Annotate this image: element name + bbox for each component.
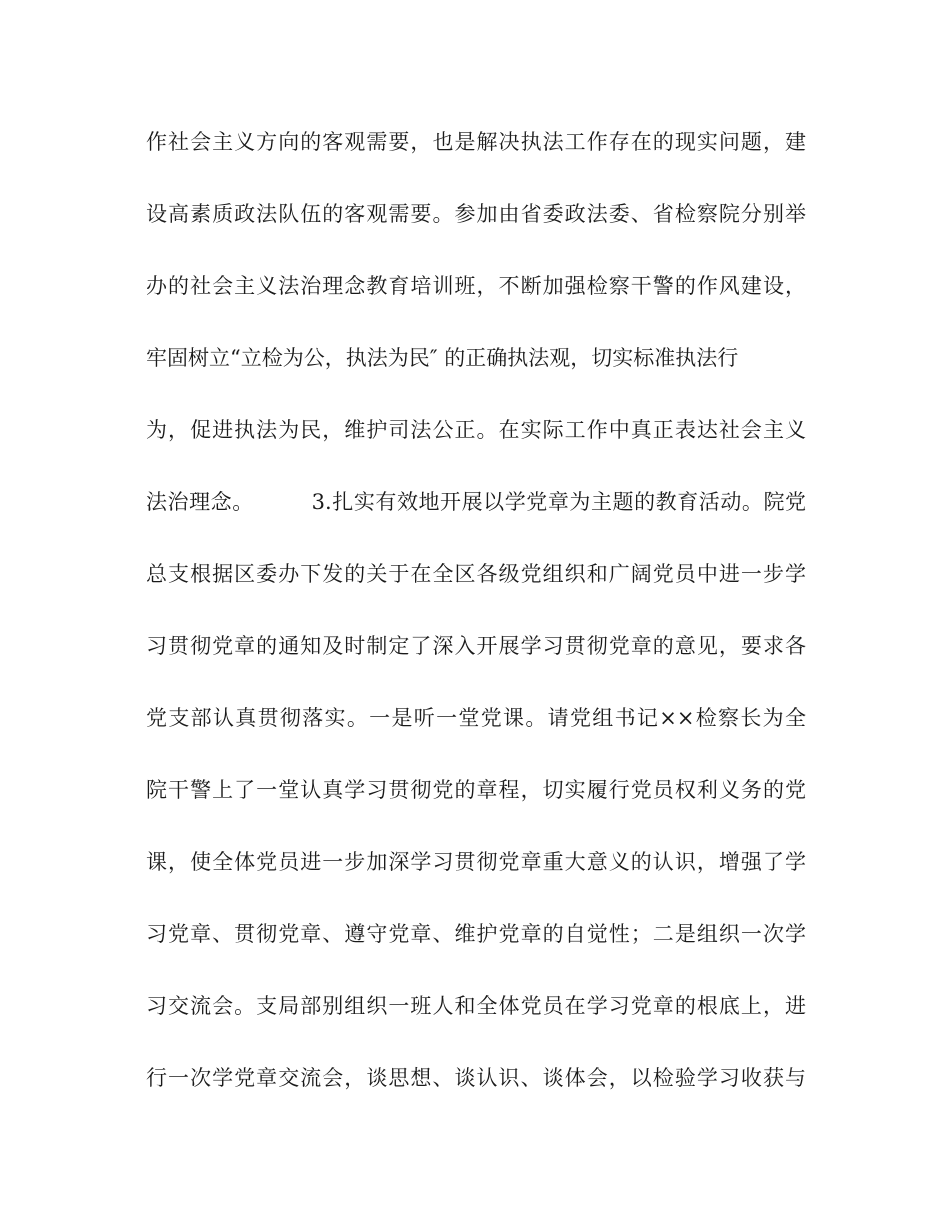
text-line: 党支部认真贯彻落实。一是听一堂党课。请党组书记××检察长为全 — [146, 706, 806, 730]
text-line: 设高素质政法队伍的客观需要。参加由省委政法委、省检察院分别举 — [146, 202, 806, 226]
text-line: 院干警上了一堂认真学习贯彻党的章程，切实履行党员权利义务的党 — [146, 778, 806, 802]
text-line: 牢固树立“立检为公，执法为民″ 的正确执法观，切实标准执法行 — [146, 346, 739, 370]
text-line: 行一次学党章交流会，谈思想、谈认识、谈体会，以检验学习收获与 — [146, 1066, 806, 1090]
text-line: 习交流会。支局部别组织一班人和全体党员在学习党章的根底上，进 — [146, 994, 806, 1018]
text-line: 作社会主义方向的客观需要，也是解决执法工作存在的现实问题，建 — [146, 130, 806, 154]
text-line: 总支根据区委办下发的关于在全区各级党组织和广阔党员中进一步学 — [146, 562, 806, 586]
text-line: 办的社会主义法治理念教育培训班，不断加强检察干警的作风建设， — [146, 274, 806, 298]
text-line: 法治理念。 3.扎实有效地开展以学党章为主题的教育活动。院党 — [146, 490, 806, 514]
text-line: 习贯彻党章的通知及时制定了深入开展学习贯彻党章的意见，要求各 — [146, 634, 806, 658]
text-line: 习党章、贯彻党章、遵守党章、维护党章的自觉性；二是组织一次学 — [146, 922, 806, 946]
text-line: 为，促进执法为民，维护司法公正。在实际工作中真正表达社会主义 — [146, 418, 806, 442]
text-line: 课，使全体党员进一步加深学习贯彻党章重大意义的认识，增强了学 — [146, 850, 806, 874]
